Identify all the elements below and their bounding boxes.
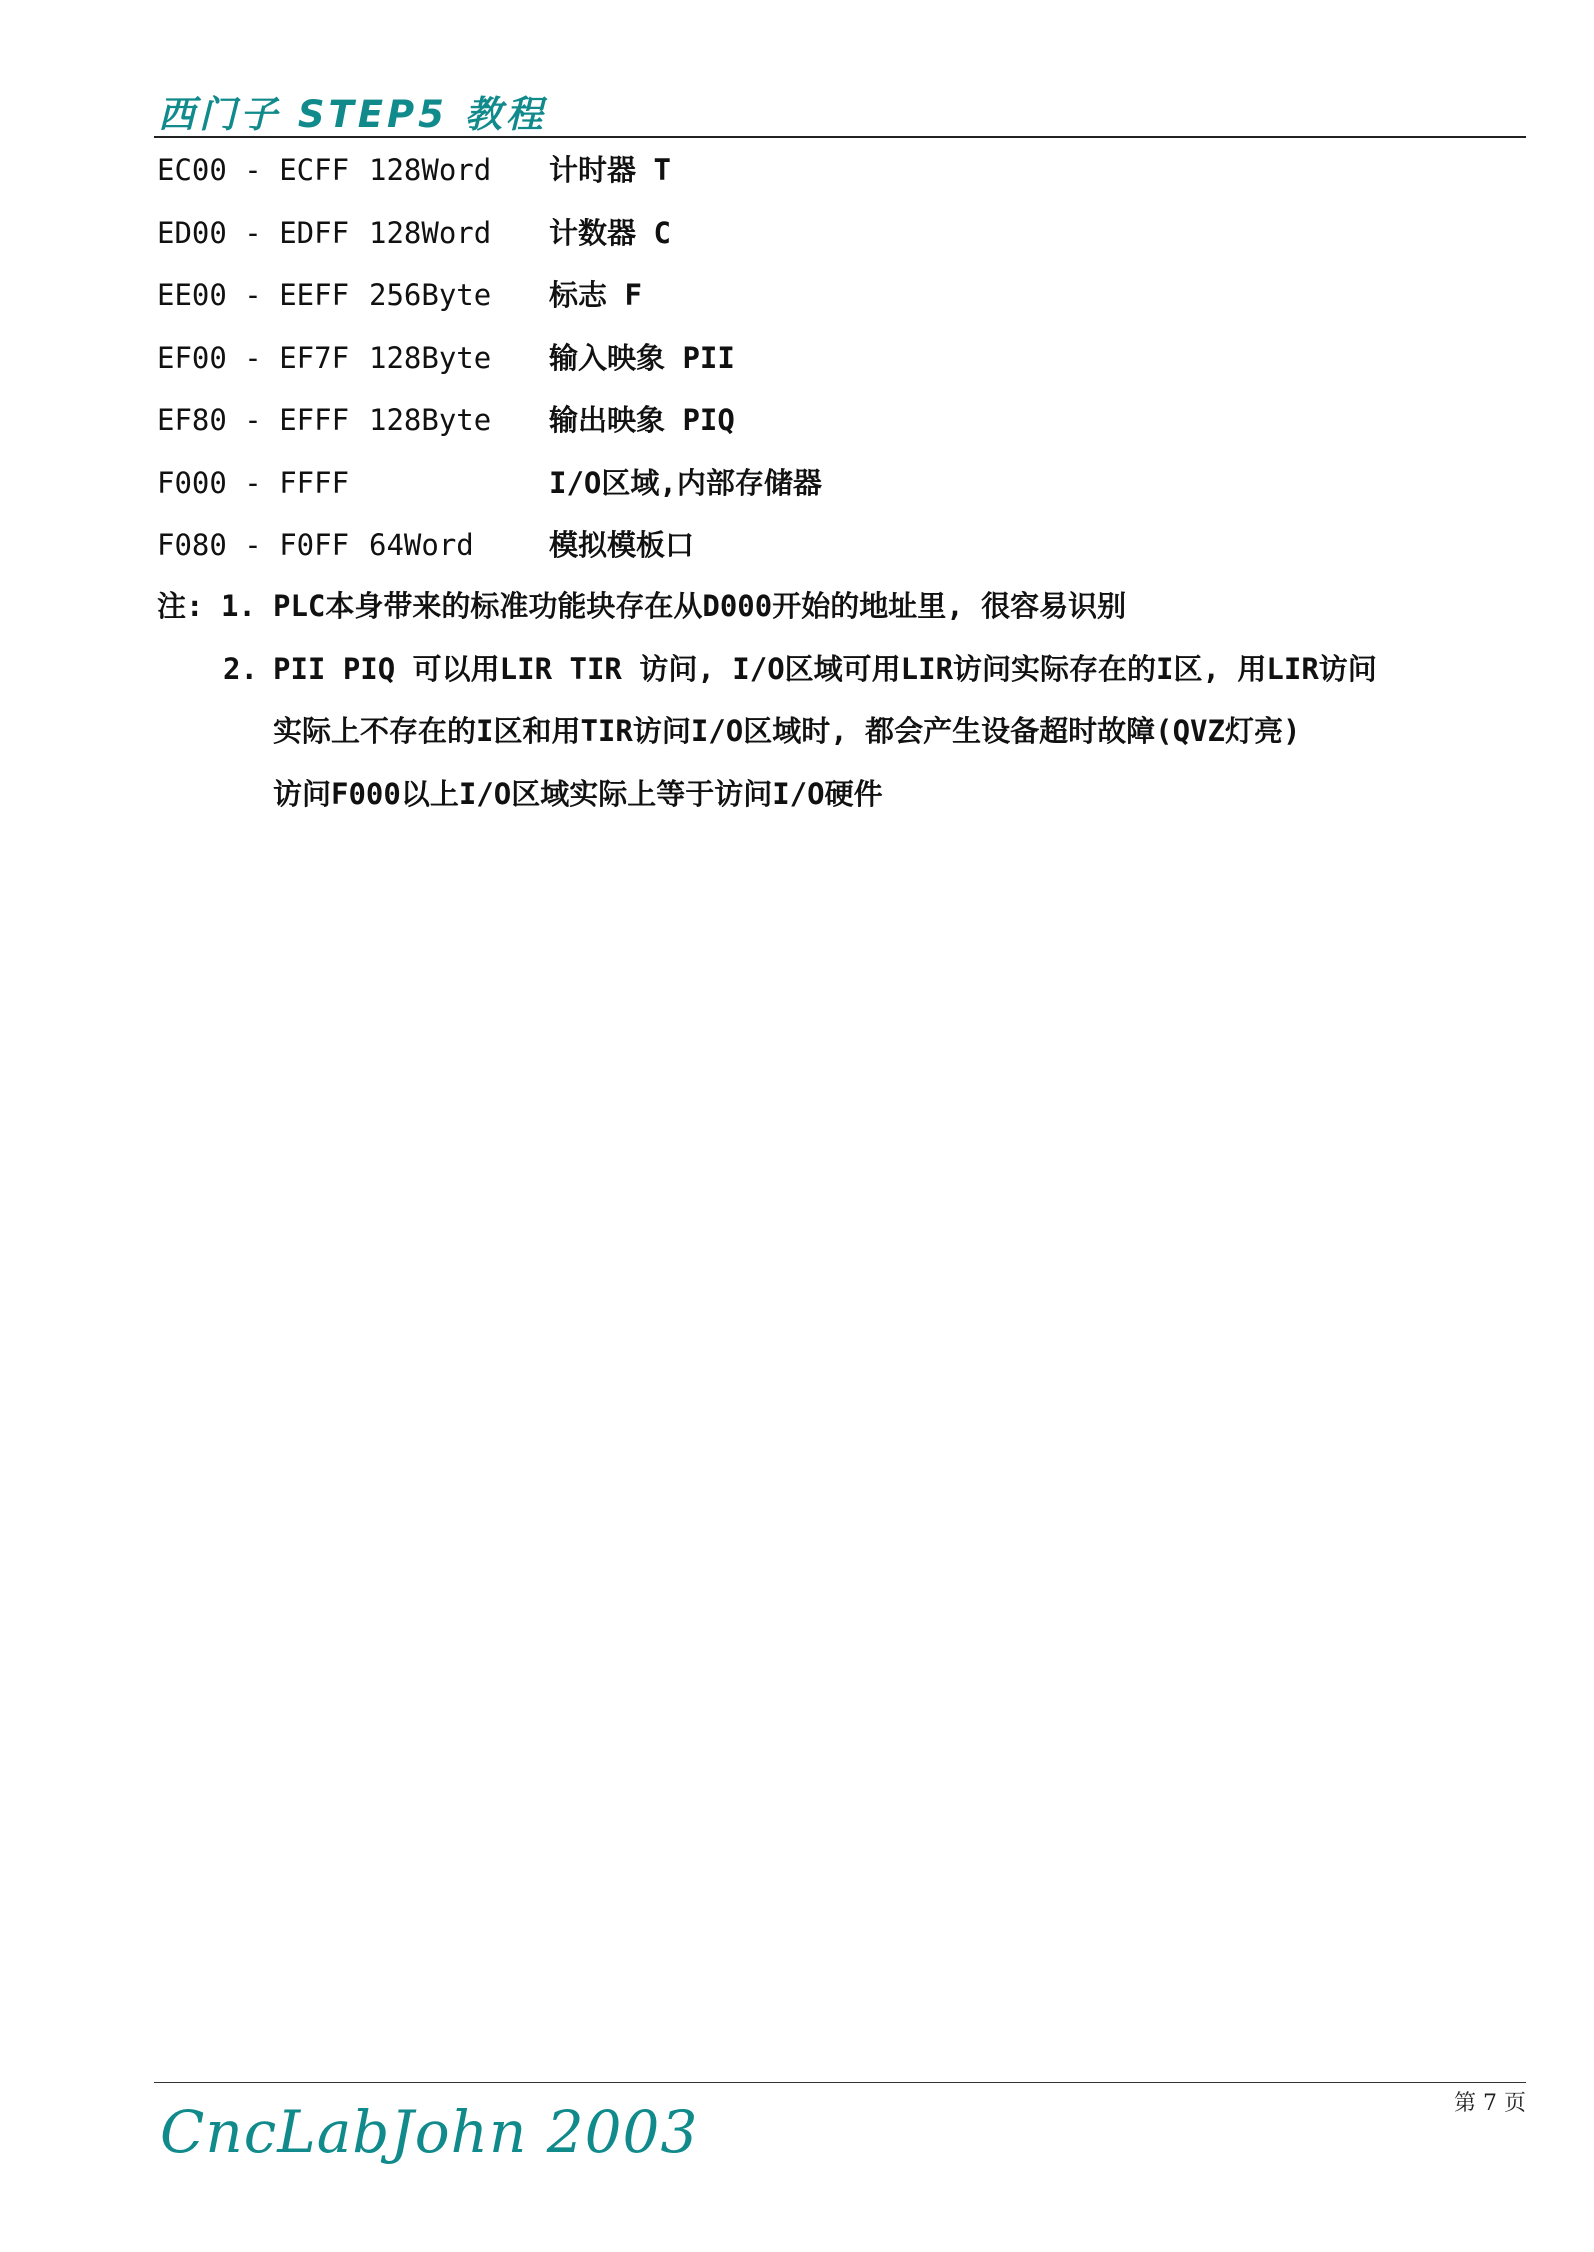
area-size: 64Word [369, 528, 474, 562]
area-description: I/O区域,内部存储器 [549, 465, 822, 500]
area-description: 模拟模板口 [549, 528, 695, 562]
note-number: 2. [223, 651, 258, 686]
notes-prefix: 注: [157, 589, 204, 623]
note-item [157, 582, 1377, 645]
notes-section [157, 582, 1377, 832]
note-text-continuation: 访问F000以上I/O区域实际上等于访问I/O硬件 [273, 776, 883, 811]
address-range: F080 - F0FF [157, 528, 350, 562]
area-description: 标志 F [549, 278, 642, 312]
note-item [157, 645, 1377, 708]
note-text: PII PIQ 可以用LIR TIR 访问, I/O区域可用LIR访问实际存在的I区, 用LIR访问 [273, 651, 1377, 686]
address-range: EF80 - EFFF [157, 403, 350, 437]
header-divider [154, 136, 1526, 138]
footer-divider [154, 2082, 1526, 2083]
document-header-title: 西门子 STEP5 教程 [158, 93, 547, 136]
address-range: EE00 - EEFF [157, 278, 350, 312]
area-size: 128Byte [369, 403, 492, 437]
area-description: 输入映象 PII [549, 340, 735, 375]
footer-signature-logo: CncLabJohn 2003 [160, 2098, 699, 2166]
note-number: 1. [220, 589, 256, 623]
page-number: 第 7 页 [1454, 2091, 1526, 2116]
address-range: EC00 - ECFF [157, 153, 350, 187]
area-size: 128Word [369, 215, 492, 250]
note-text: PLC本身带来的标准功能块存在从D000开始的地址里, 很容易识别 [273, 589, 1127, 623]
area-size: 256Byte [369, 278, 492, 312]
area-size: 128Byte [369, 340, 492, 375]
address-range: EF00 - EF7F [157, 340, 350, 375]
area-description: 输出映象 PIQ [549, 403, 735, 437]
area-size: 128Word [369, 153, 492, 187]
address-range: F000 - FFFF [157, 465, 350, 500]
area-description: 计数器 C [549, 215, 671, 250]
note-text-continuation: 实际上不存在的I区和用TIR访问I/O区域时, 都会产生设备超时故障(QVZ灯亮) [273, 714, 1301, 748]
address-range: ED00 - EDFF [157, 215, 350, 250]
area-description: 计时器 T [549, 153, 671, 187]
